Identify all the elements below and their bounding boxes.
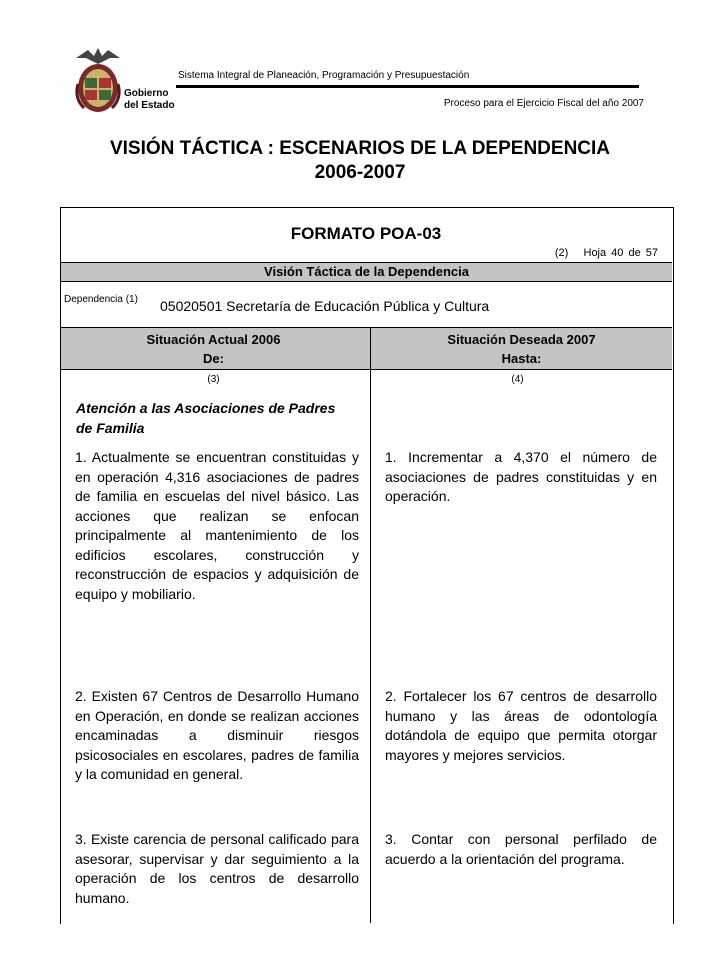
- process-title: Proceso para el Ejercicio Fiscal del año 2007: [443, 98, 644, 109]
- page-title: [0, 137, 720, 185]
- section-title: Atención a las Asociaciones de Padres de Familia: [76, 400, 336, 436]
- section-bar-label: Visión Táctica de la Dependencia: [264, 264, 469, 279]
- section-bar: [61, 262, 672, 282]
- page-reference-text: Hoja 40 de 57: [583, 247, 658, 259]
- page-title-line2: 2006-2007: [314, 162, 406, 183]
- column-header-bar: [61, 327, 672, 370]
- page-title-line1: VISIÓN TÁCTICA : ESCENARIOS DE LA DEPENDENCIA: [109, 138, 611, 159]
- column-divider: [370, 327, 371, 923]
- format-name: FORMATO POA-03: [290, 224, 442, 243]
- current-situation-1: 1. Actualmente se encuentran constituidas y en operación 4,316 asociaciones de padres de familia en escuelas del nivel básico. Las acciones que realizan se enfocan principalmente al mantenimiento de los edificios escolares, construcción y reconstrucción de espacios y adquisición de equipo y mobiliario.: [75, 449, 359, 602]
- government-label-line2: del Estado: [124, 100, 175, 111]
- dependency-value: 05020501 Secretaría de Educación Pública y Cultura: [160, 298, 490, 314]
- dependency-label: Dependencia (1): [64, 294, 138, 305]
- desired-situation-3: 3. Contar con personal perfilado de acuerdo a la orientación del programa.: [385, 831, 657, 867]
- column-desired-title: Situación Deseada 2007: [447, 332, 596, 347]
- system-title: Sistema Integral de Planeación, Programación y Presupuestación: [178, 70, 470, 81]
- state-coat-of-arms-icon: [72, 44, 124, 114]
- column-current-marker: (3): [207, 374, 220, 385]
- page-reference-marker: (2): [554, 247, 569, 259]
- desired-situation-1: 1. Incrementar a 4,370 el número de asociaciones de padres constituidas y en operación.: [385, 449, 657, 504]
- header-rule: [176, 85, 639, 88]
- government-label: [124, 88, 175, 112]
- column-desired-marker: (4): [511, 374, 524, 385]
- column-current-subtitle: De:: [203, 351, 224, 366]
- column-desired-subtitle: Hasta:: [501, 351, 542, 366]
- current-situation-3: 3. Existe carencia de personal calificado para asesorar, supervisar y dar seguimiento a la operación de los centros de desarrollo humano.: [75, 831, 359, 906]
- page-reference: [555, 247, 658, 259]
- column-current-title: Situación Actual 2006: [146, 332, 281, 347]
- desired-situation-2: 2. Fortalecer los 67 centros de desarrollo humano y las áreas de odontología dotándola de equipo que permita otorgar mayores y mejores servicios.: [385, 688, 657, 763]
- column-header-current: [61, 328, 366, 368]
- column-header-desired: [369, 328, 674, 368]
- current-situation-2: 2. Existen 67 Centros de Desarrollo Humano en Operación, en donde se realizan acciones encaminadas a disminuir riesgos psicosociales en escolares, padres de familia y la comunidad en general.: [75, 688, 359, 782]
- government-label-line1: Gobierno: [124, 88, 169, 99]
